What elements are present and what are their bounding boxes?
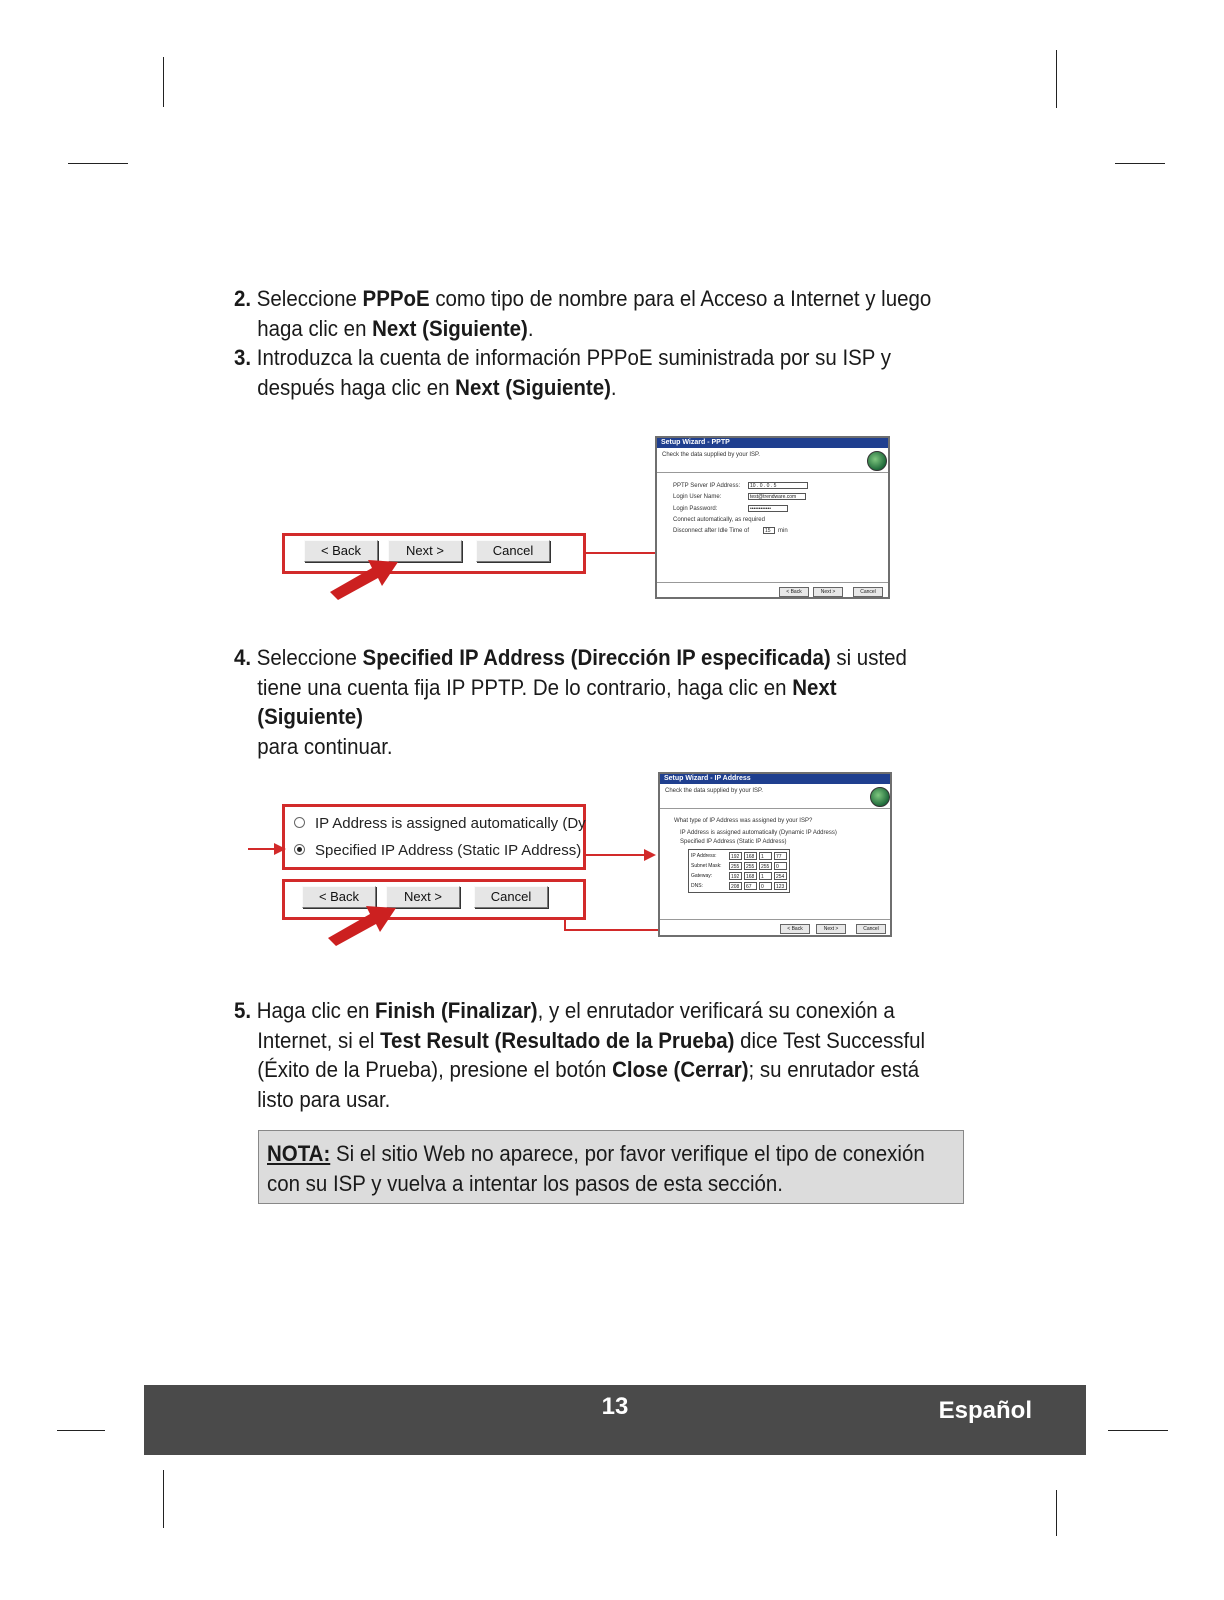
next-button[interactable]: Next >	[388, 540, 462, 562]
option-dynamic[interactable]: IP Address is assigned automatically (Dynamic IP Address)	[680, 830, 837, 836]
ip-octet-field[interactable]: 192	[729, 872, 742, 880]
back-button[interactable]: < Back	[304, 540, 378, 562]
step-5: 5. Haga clic en Finish (Finalizar), y el enrutador verificará su conexión a Internet, si el Test Result (Resultado de la Prueba) dice Test Successful (Éxito de la Prueba), presione el botón Close (Cerrar); su enrutador está listo para usar.	[234, 998, 926, 1112]
window-subtitle: Check the data supplied by your ISP.	[665, 788, 763, 794]
window-cancel-button[interactable]: Cancel	[853, 587, 883, 597]
ip-octet-field[interactable]: 168	[744, 872, 757, 880]
pptp-window	[655, 436, 890, 599]
idle-unit: min	[778, 528, 788, 534]
window-back-button[interactable]: < Back	[779, 587, 809, 597]
ip-octet-field[interactable]: 67	[744, 882, 757, 890]
page-footer	[144, 1385, 1086, 1455]
window-next-button[interactable]: Next >	[816, 924, 846, 934]
ip-row-label: IP Address:	[691, 853, 717, 859]
back-button[interactable]: < Back	[302, 886, 376, 908]
cancel-button[interactable]: Cancel	[476, 540, 550, 562]
idle-time-field[interactable]: 15	[763, 527, 775, 534]
ip-table	[688, 849, 790, 893]
ip-octet-field[interactable]: 123	[774, 882, 787, 890]
ip-row-label: Subnet Mask:	[691, 863, 722, 869]
ip-octet-field[interactable]: 255	[729, 862, 742, 870]
note-label: NOTA:	[267, 1141, 331, 1166]
globe-icon	[867, 451, 887, 471]
crop-mark	[68, 163, 128, 164]
ip-octet-field[interactable]: 0	[774, 862, 787, 870]
connector-line	[586, 854, 648, 856]
crop-mark	[1056, 50, 1057, 108]
arrow-right-icon	[644, 849, 656, 861]
option-static[interactable]: Specified IP Address (Static IP Address)	[680, 839, 787, 845]
ip-row	[691, 872, 789, 881]
window-next-button[interactable]: Next >	[813, 587, 843, 597]
pointer-arrow-icon	[322, 902, 402, 946]
highlight-radios	[282, 804, 586, 870]
crop-mark	[163, 57, 164, 107]
field-label: Login User Name:	[673, 494, 722, 500]
auto-connect-checkbox[interactable]: Connect automatically, as required	[673, 517, 765, 523]
ip-octet-field[interactable]: 77	[774, 852, 787, 860]
password-field[interactable]: ••••••••••••	[748, 505, 788, 512]
globe-icon	[870, 787, 890, 807]
radio-static-ip[interactable]: Specified IP Address (Static IP Address)	[294, 842, 581, 859]
step-2: 2. Seleccione PPPoE como tipo de nombre para el Acceso a Internet y luego haga clic en Next (Siguiente).	[234, 286, 932, 341]
step-3: 3. Introduzca la cuenta de información PPPoE suministrada por su ISP y después haga clic en Next (Siguiente).	[234, 345, 891, 400]
field-label: PPTP Server IP Address:	[673, 483, 741, 489]
ip-octet-field[interactable]: 192	[729, 852, 742, 860]
window-title: Setup Wizard - IP Address	[660, 774, 890, 784]
field-label: Login Password:	[673, 506, 718, 512]
ip-octet-field[interactable]: 254	[774, 872, 787, 880]
idle-disconnect-checkbox[interactable]: Disconnect after Idle Time of	[673, 528, 750, 534]
pointer-arrow-icon	[324, 556, 404, 600]
crop-mark	[1056, 1490, 1057, 1536]
ip-row-label: DNS:	[691, 883, 703, 889]
ip-octet-field[interactable]: 255	[759, 862, 772, 870]
ip-octet-field[interactable]: 168	[744, 852, 757, 860]
cancel-button[interactable]: Cancel	[474, 886, 548, 908]
window-subtitle: Check the data supplied by your ISP.	[662, 452, 760, 458]
crop-mark	[57, 1430, 105, 1431]
ip-row-label: Gateway:	[691, 873, 713, 879]
window-back-button[interactable]: < Back	[780, 924, 810, 934]
arrow-right-icon	[274, 843, 286, 855]
page-number: 13	[601, 1393, 629, 1420]
ip-octet-field[interactable]: 1	[759, 852, 772, 860]
ip-row	[691, 882, 789, 891]
ip-address-window	[658, 772, 892, 937]
window-title: Setup Wizard - PPTP	[657, 438, 888, 448]
crop-mark	[163, 1470, 164, 1528]
ip-row	[691, 852, 789, 861]
window-cancel-button[interactable]: Cancel	[856, 924, 886, 934]
server-ip-field[interactable]: 10 . 0 . 0 . 5	[748, 482, 808, 489]
crop-mark	[1108, 1430, 1168, 1431]
ip-octet-field[interactable]: 1	[759, 872, 772, 880]
language-label: Español	[938, 1397, 1032, 1424]
question-text: What type of IP Address was assigned by your ISP?	[674, 818, 813, 824]
crop-mark	[1115, 163, 1165, 164]
radio-auto-ip[interactable]: IP Address is assigned automatically (Dy	[294, 815, 586, 832]
username-field[interactable]: test@trendware.com	[748, 493, 806, 500]
next-button[interactable]: Next >	[386, 886, 460, 908]
ip-octet-field[interactable]: 0	[759, 882, 772, 890]
ip-row	[691, 862, 789, 871]
note-box: NOTA: Si el sitio Web no aparece, por favor verifique el tipo de conexión con su ISP y vuelva a intentar los pasos de esta sección.	[258, 1130, 964, 1204]
ip-octet-field[interactable]: 208	[729, 882, 742, 890]
step-4: 4. Seleccione Specified IP Address (Dirección IP especificada) si usted tiene una cuenta fija IP PPTP. De lo contrario, haga clic en Next (Siguiente) para continuar.	[234, 645, 907, 759]
ip-octet-field[interactable]: 255	[744, 862, 757, 870]
